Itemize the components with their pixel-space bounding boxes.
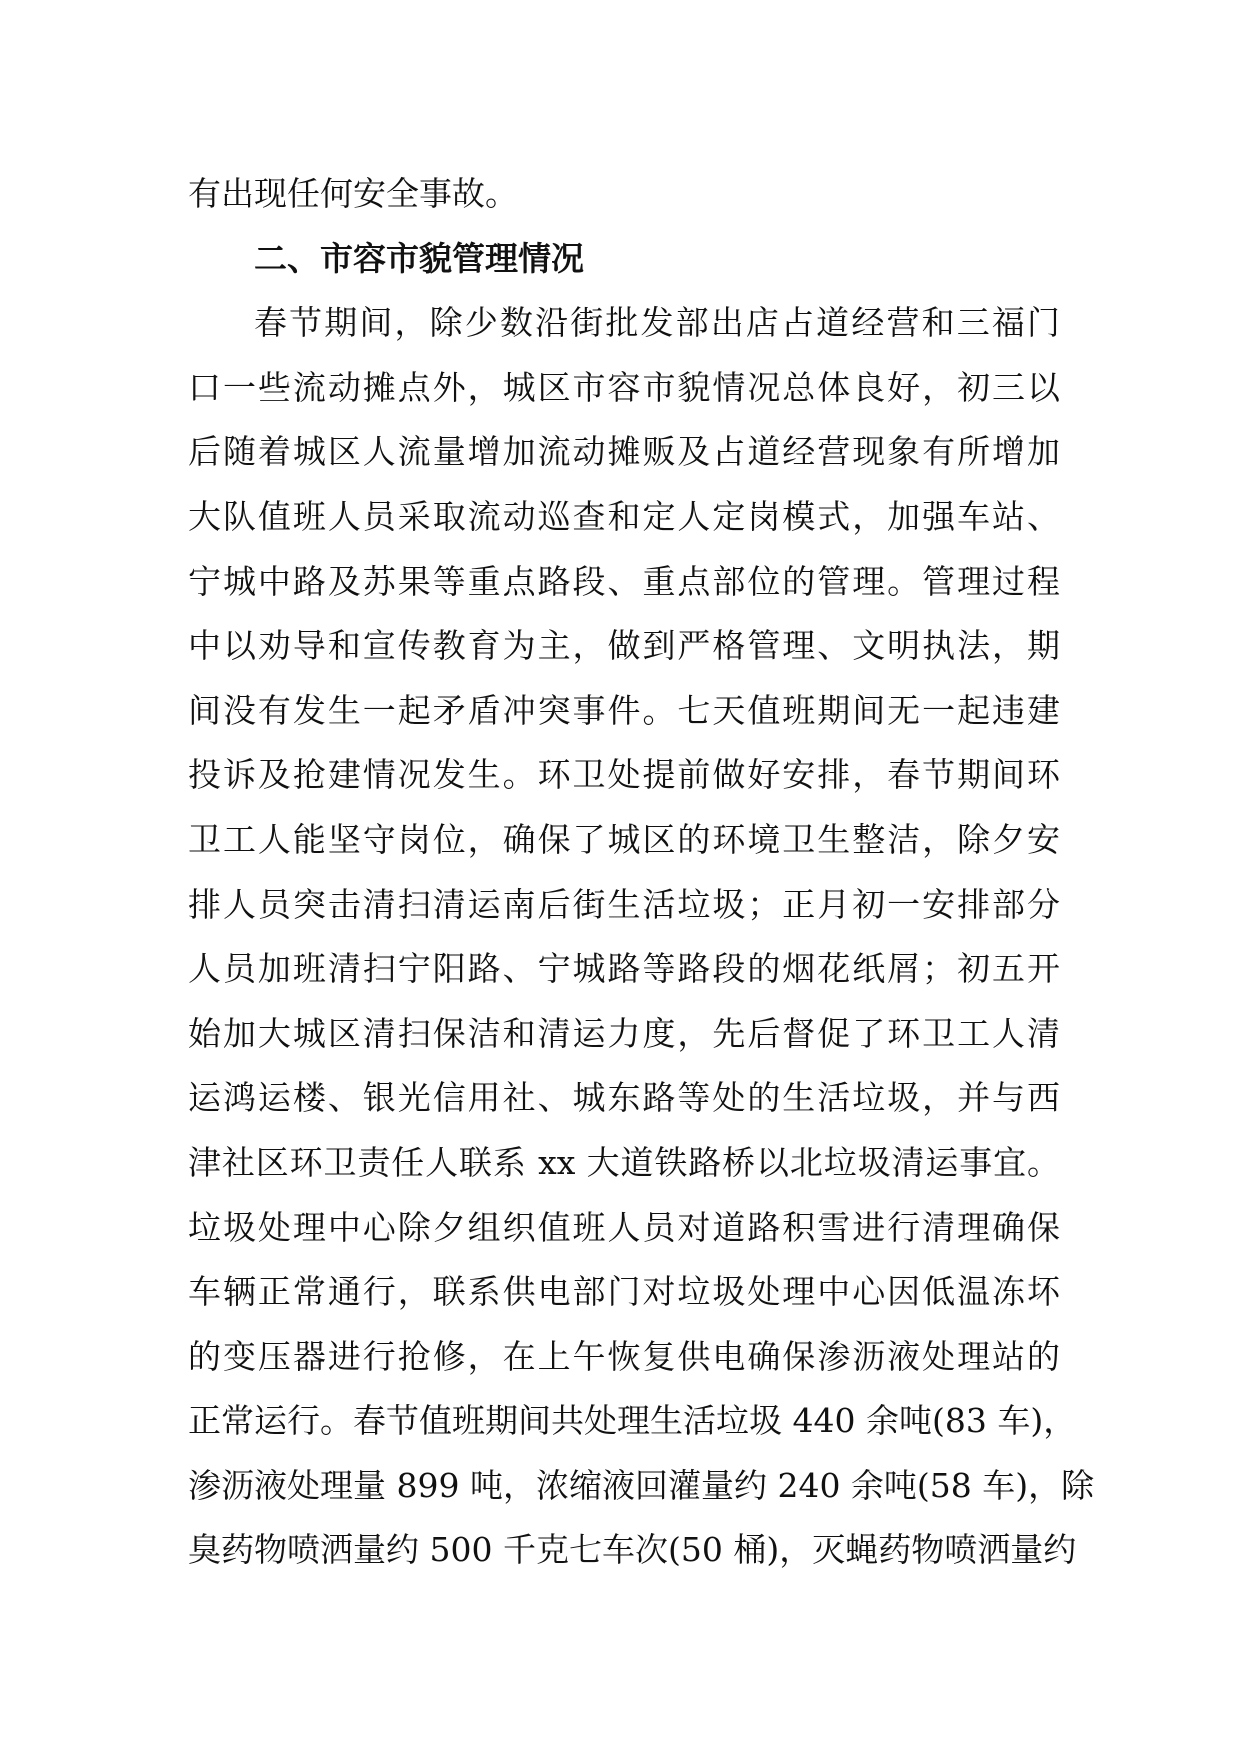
text-line: 渗沥液处理量 899 吨，浓缩液回灌量约 240 余吨(58 车)，除: [188, 1465, 1095, 1505]
text-line: 大队值班人员采取流动巡查和定人定岗模式，加强车站、: [188, 496, 1060, 536]
text-line: 运鸿运楼、银光信用社、城东路等处的生活垃圾，并与西: [188, 1078, 1060, 1118]
text-line: 津社区环卫责任人联系 xx 大道铁路桥以北垃圾清运事宜。: [188, 1142, 1060, 1182]
text-line: 始加大城区清扫保洁和清运力度，先后督促了环卫工人清: [188, 1013, 1060, 1053]
text-line: 后随着城区人流量增加流动摊贩及占道经营现象有所增加: [188, 432, 1060, 472]
text-line: 臭药物喷洒量约 500 千克七车次(50 桶)，灭蝇药物喷洒量约: [188, 1530, 1077, 1570]
text-line: 人员加班清扫宁阳路、宁城路等路段的烟花纸屑；初五开: [188, 949, 1060, 989]
text-line: 排人员突击清扫清运南后街生活垃圾；正月初一安排部分: [188, 884, 1060, 924]
text-line: 垃圾处理中心除夕组织值班人员对道路积雪进行清理确保: [188, 1207, 1060, 1247]
text-line: 车辆正常通行，联系供电部门对垃圾处理中心因低温冻坏: [188, 1272, 1060, 1312]
text-line: 的变压器进行抢修，在上午恢复供电确保渗沥液处理站的: [188, 1336, 1060, 1376]
text-line: 间没有发生一起矛盾冲突事件。七天值班期间无一起违建: [188, 690, 1060, 730]
text-line: 春节期间，除少数沿街批发部出店占道经营和三福门: [254, 303, 1060, 343]
text-line: 正常运行。春节值班期间共处理生活垃圾 440 余吨(83 车)，: [188, 1401, 1077, 1441]
text-line: 有出现任何安全事故。: [188, 174, 518, 213]
text-line: 宁城中路及苏果等重点路段、重点部位的管理。管理过程: [188, 561, 1060, 601]
text-line: 中以劝导和宣传教育为主，做到严格管理、文明执法，期: [188, 626, 1060, 666]
text-line: 卫工人能坚守岗位，确保了城区的环境卫生整洁，除夕安: [188, 819, 1060, 859]
text-line: 口一些流动摊点外，城区市容市貌情况总体良好，初三以: [188, 367, 1060, 407]
text-line: 投诉及抢建情况发生。环卫处提前做好安排，春节期间环: [188, 755, 1060, 795]
document-body: [188, 162, 1095, 1583]
section-heading: 二、市容市貌管理情况: [254, 238, 584, 278]
